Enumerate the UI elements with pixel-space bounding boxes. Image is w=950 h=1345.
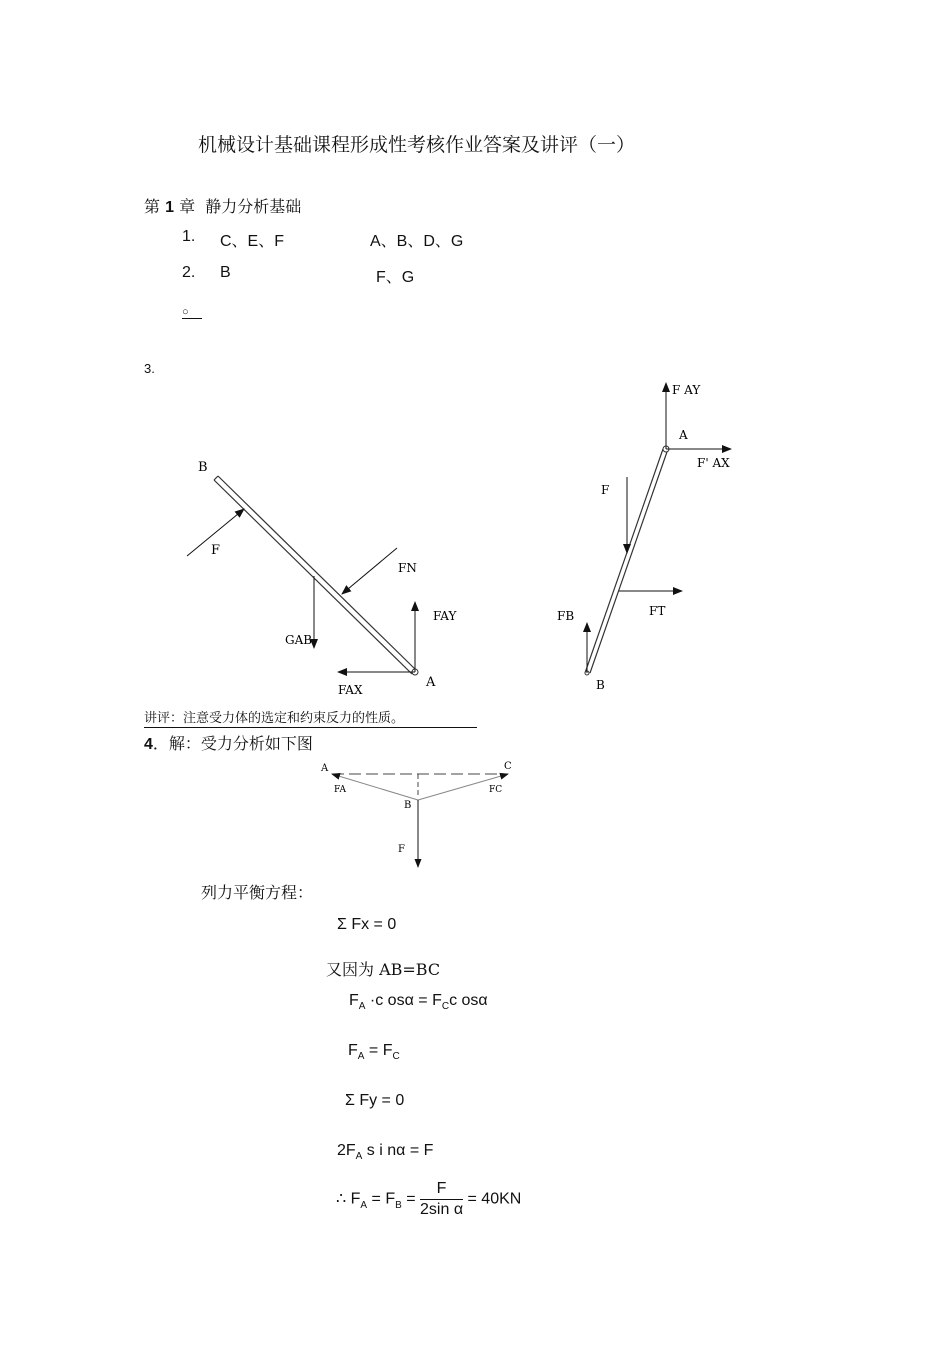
comment-text: 讲评：注意受力体的选定和约束反力的性质。 [144,707,477,728]
equation-fa-equals-fc: $F_A = F_C$ [348,1042,400,1063]
chapter-name: 静力分析基础 [205,197,302,216]
label-fay: FAY [433,609,457,623]
label-a: A [679,428,688,442]
answer-1-part-a: C、E、F [220,233,285,250]
fig3-left-diagram [170,450,460,700]
label-a: A [321,763,329,774]
label-b: B [404,800,412,811]
chapter-suffix: 章 [179,197,196,216]
fig4-diagram [310,755,530,875]
equation-cos: $F_A \cdot c$ $os\alpha = F_Cc$ osα [349,992,488,1013]
equation-result: ∴ $F_A = F_B$ = $\frac{F}{\text{2sin α}}$ = 40KN [336,1180,522,1218]
fig3-right-diagram [545,375,745,700]
label-fc: FC [489,785,503,795]
answer-1-part-b: A、B、D、G [370,233,464,250]
label-fa: FA [334,785,346,795]
equation-sum-fx: Σ Fx = 0 [337,916,397,933]
circle-mark: ○ [182,306,202,319]
label-gab: GAB [285,633,313,647]
label-b: B [198,460,208,475]
label-fay: F AY [672,383,701,397]
label-f: F [398,844,405,855]
label-fb: FB [557,609,575,623]
chapter-number: 1 [165,199,175,216]
label-a: A [426,675,436,690]
label-fn: FN [398,561,417,575]
equation-ab-bc: 又因为 AB=BC [326,960,441,979]
label-c: C [504,761,512,772]
label-b: B [596,678,605,692]
label-f: F [211,543,221,558]
equation-intro: 列力平衡方程： [201,883,314,902]
equation-sum-fy: Σ Fy = 0 [345,1092,405,1109]
label-ft: FT [649,604,666,618]
bar-edge-1 [585,449,666,673]
chapter-heading [144,194,301,217]
label-f: F [601,483,610,497]
answer-1-number: 1. [182,228,196,245]
bar-ab-edge-1 [218,476,416,670]
force-fn-arrow [342,548,397,594]
answer-2-part-a: B [220,264,231,281]
question-4-number: 4 [144,736,153,753]
chapter-prefix: 第 [144,197,161,216]
label-fax: FAX [338,683,363,697]
answer-2-part-b: F、G [376,269,415,286]
fraction: $\frac{F}{\text{2sin α}}$ [420,1180,464,1218]
page-title: 机械设计基础课程形成性考核作业答案及讲评（一） [198,134,636,156]
question-3-label: 3. [144,361,155,376]
question-4-heading: 4．解：受力分析如下图 [144,734,313,753]
equation-sin: $2F_A$ s i nα = F [337,1142,434,1163]
label-fax: F' AX [697,456,730,470]
answer-2-number: 2. [182,264,196,281]
question-4-text: 解：受力分析如下图 [168,734,313,753]
